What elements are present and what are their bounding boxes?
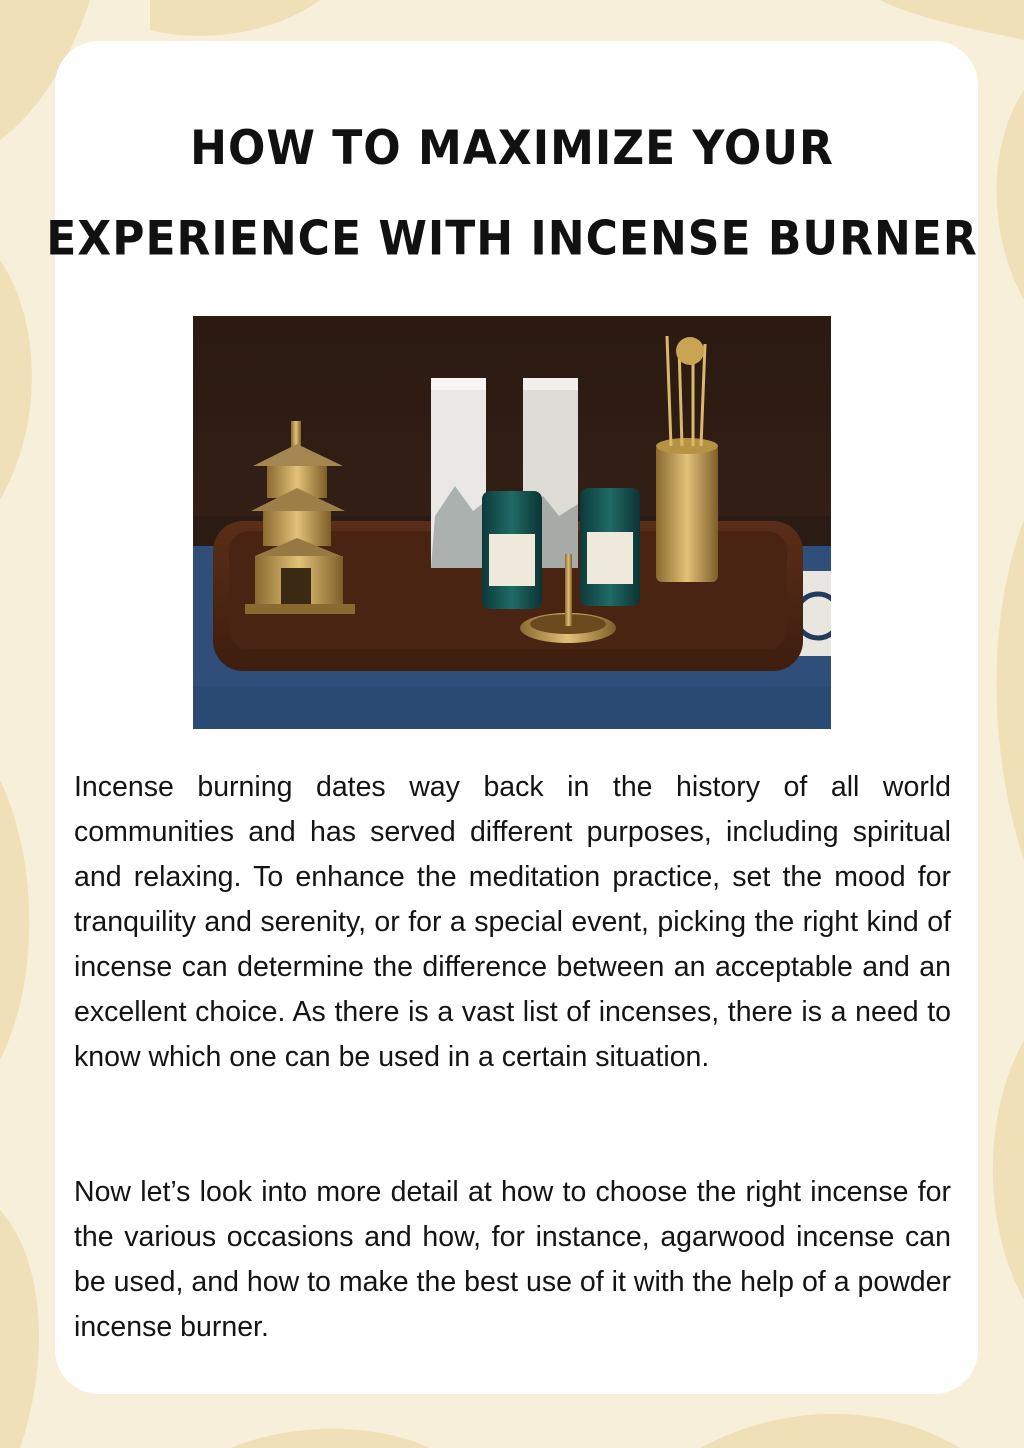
body-paragraph-2: Now let’s look into more detail at how to choose the right incense for the various occasions and how, for instance, agarwood incense can be used, and how to make the best use of it with the help of a powder incense burner.	[74, 1176, 951, 1343]
body-paragraph-1: Incense burning dates way back in the history of all world communities and has served different purposes, including spiritual and relaxing. To enhance the meditation practice, set the mood for tranquility and serenity, or for a special event, picking the right kind of incense can determine the difference between an acceptable and an excellent choice. As there is a vast list of incenses, there is a need to know which one can be used in a certain situation.	[74, 771, 951, 1073]
page-title	[0, 103, 1024, 284]
title-line-1: HOW TO MAXIMIZE YOUR	[190, 120, 834, 176]
incense-set-photo	[193, 316, 831, 729]
title-line-2: EXPERIENCE WITH INCENSE BURNER	[46, 211, 978, 267]
